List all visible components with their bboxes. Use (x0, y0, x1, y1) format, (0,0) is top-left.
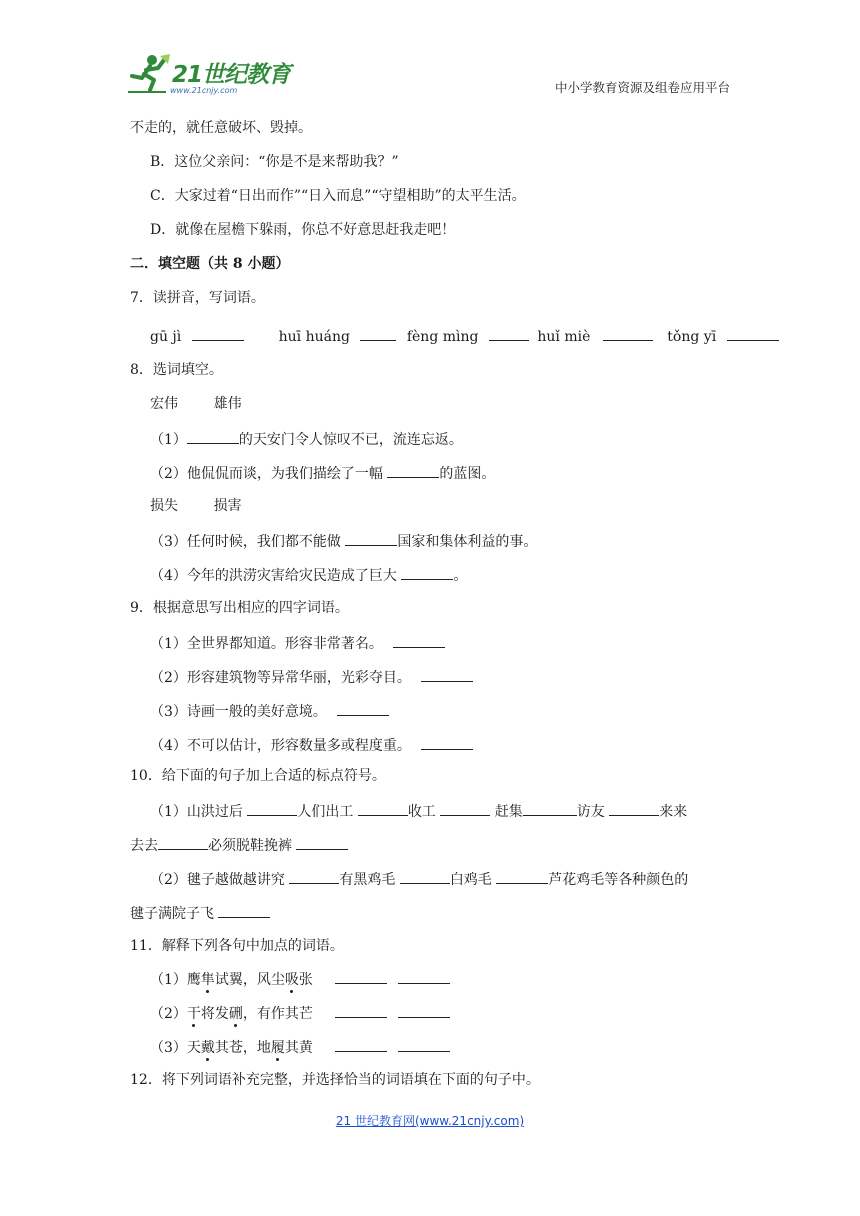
answer-blank[interactable] (398, 1003, 450, 1018)
dotted-word: 硎 (228, 1006, 243, 1022)
item-number: （1） (150, 432, 187, 448)
answer-blank[interactable] (360, 326, 396, 341)
runner-icon (122, 52, 172, 98)
item-text: 国家和集体利益的事。 (397, 534, 538, 550)
item-text: 其黄 (284, 1040, 313, 1056)
item-text: 将发 (200, 1006, 229, 1022)
item-text: 毽子满院子飞 (130, 906, 219, 922)
item-text: （4）今年的洪涝灾害给灾民造成了巨大 (150, 568, 402, 584)
dotted-word: 吸 (284, 972, 299, 988)
logo-text: 21世纪教育 (172, 62, 291, 88)
option-b: B．这位父亲问：“你是不是来帮助我？” (150, 154, 399, 170)
answer-blank[interactable] (335, 1003, 387, 1018)
answer-blank[interactable] (358, 801, 408, 816)
page-footer (0, 1112, 860, 1129)
item-text: 。 (453, 568, 468, 584)
item-text: 有黑鸡毛 (339, 872, 400, 888)
question-11: 11．解释下列各句中加点的词语。 (130, 938, 344, 954)
item-text: （1）山洪过后 (150, 804, 248, 820)
q8-item-2 (150, 463, 495, 483)
item-text: 的天安门令人惊叹不已，流连忘返。 (238, 432, 463, 448)
item-text: 去去 (130, 838, 158, 854)
item-text: 的蓝图。 (439, 466, 496, 482)
item-text: （2） (150, 1006, 187, 1022)
answer-blank[interactable] (393, 633, 445, 648)
dotted-word: 履 (270, 1040, 285, 1056)
item-text: 其苍，地 (214, 1040, 271, 1056)
q9-item-1 (150, 633, 445, 653)
item-text: 张 (298, 972, 313, 988)
q9-item-4 (150, 735, 473, 755)
dotted-word: 戴 (200, 1040, 215, 1056)
item-text: （2）形容建筑物等异常华丽，光彩夺目。 (150, 670, 416, 686)
question-10: 10．给下面的句子加上合适的标点符号。 (130, 768, 386, 784)
q10-item-1-cont (130, 835, 348, 855)
word-choices-1: 宏伟 雄伟 (150, 396, 242, 412)
section-heading: 二．填空题（共 8 小题） (130, 256, 290, 272)
answer-blank[interactable] (398, 969, 450, 984)
q8-item-3 (150, 531, 537, 551)
pinyin-1: gū jì (150, 329, 182, 345)
answer-blank[interactable] (603, 326, 653, 341)
item-text: （2）他侃侃而谈，为我们描绘了一幅 (150, 466, 388, 482)
item-text: ，有作其芒 (242, 1006, 313, 1022)
answer-blank[interactable] (187, 429, 239, 444)
question-9: 9．根据意思写出相应的四字词语。 (130, 600, 349, 616)
item-text: 必须脱鞋挽裤 (208, 838, 297, 854)
q10-item-2-cont (130, 903, 270, 923)
item-text: （3）天 (150, 1040, 201, 1056)
question-7: 7．读拼音，写词语。 (130, 290, 265, 306)
answer-blank[interactable] (609, 801, 659, 816)
answer-blank[interactable] (296, 835, 348, 850)
item-text: （3）诗画一般的美好意境。 (150, 704, 332, 720)
answer-blank[interactable] (489, 326, 529, 341)
item-text: 试翼，风尘 (214, 972, 285, 988)
question-8: 8．选词填空。 (130, 362, 223, 378)
platform-title: 中小学教育资源及组卷应用平台 (554, 80, 730, 95)
q11-item-3 (150, 1037, 450, 1057)
item-text: 芦花鸡毛等各种颜色的 (548, 872, 689, 888)
logo-url: www.21cnjy.com (170, 86, 238, 95)
question-12: 12．将下列词语补充完整，并选择恰当的词语填在下面的句子中。 (130, 1072, 540, 1088)
item-text: （3）任何时候，我们都不能做 (150, 534, 346, 550)
answer-blank[interactable] (218, 903, 270, 918)
option-d: D．就像在屋檐下躲雨，你总不好意思赶我走吧！ (150, 222, 456, 238)
q10-item-1 (150, 801, 687, 821)
dotted-word: 干 (186, 1006, 201, 1022)
answer-blank[interactable] (440, 801, 490, 816)
item-text: 收工 (407, 804, 441, 820)
q11-item-1 (150, 969, 450, 989)
answer-blank[interactable] (398, 1037, 450, 1052)
answer-blank[interactable] (289, 869, 339, 884)
answer-blank[interactable] (421, 735, 473, 750)
answer-blank[interactable] (523, 801, 577, 816)
option-c: C．大家过着“日出而作”“日入而息”“守望相助”的太平生活。 (150, 188, 526, 204)
item-text: 赶集 (490, 804, 523, 820)
answer-blank[interactable] (335, 969, 387, 984)
answer-blank[interactable] (387, 463, 439, 478)
site-logo[interactable] (122, 52, 292, 102)
answer-blank[interactable] (727, 326, 779, 341)
q7-pinyin-row (150, 326, 779, 346)
item-text: （1）鹰 (150, 972, 201, 988)
item-text: 访友 (576, 804, 610, 820)
q8-item-1 (150, 429, 463, 449)
item-text: 人们出工 (297, 804, 358, 820)
answer-blank[interactable] (400, 869, 450, 884)
pinyin-2: huī huáng (278, 329, 350, 345)
item-text: （1）全世界都知道。形容非常著名。 (150, 636, 388, 652)
answer-blank[interactable] (192, 326, 244, 341)
item-text: （4）不可以估计，形容数量多或程度重。 (150, 738, 416, 754)
answer-blank[interactable] (158, 835, 208, 850)
q10-item-2 (150, 869, 688, 889)
answer-blank[interactable] (345, 531, 397, 546)
q11-item-2 (150, 1003, 450, 1023)
pinyin-5: tǒng yī (667, 329, 717, 345)
answer-blank[interactable] (337, 701, 389, 716)
dotted-word: 隼 (200, 972, 215, 988)
answer-blank[interactable] (421, 667, 473, 682)
q9-item-3 (150, 701, 389, 721)
footer-link[interactable]: 21 世纪教育网(www.21cnjy.com) (335, 1114, 525, 1128)
item-text: （2）毽子越做越讲究 (150, 872, 290, 888)
q8-item-4 (150, 565, 467, 585)
answer-blank[interactable] (496, 869, 548, 884)
pinyin-4: huǐ miè (537, 329, 591, 345)
answer-blank[interactable] (247, 801, 297, 816)
q9-item-2 (150, 667, 473, 687)
item-text: 来来 (659, 804, 688, 820)
answer-blank[interactable] (401, 565, 453, 580)
option-a-continuation: 不走的，就任意破坏、毁掉。 (130, 120, 312, 136)
answer-blank[interactable] (335, 1037, 387, 1052)
word-choices-2: 损失 损害 (150, 498, 242, 514)
item-text: 白鸡毛 (449, 872, 497, 888)
pinyin-3: fèng mìng (406, 329, 479, 345)
